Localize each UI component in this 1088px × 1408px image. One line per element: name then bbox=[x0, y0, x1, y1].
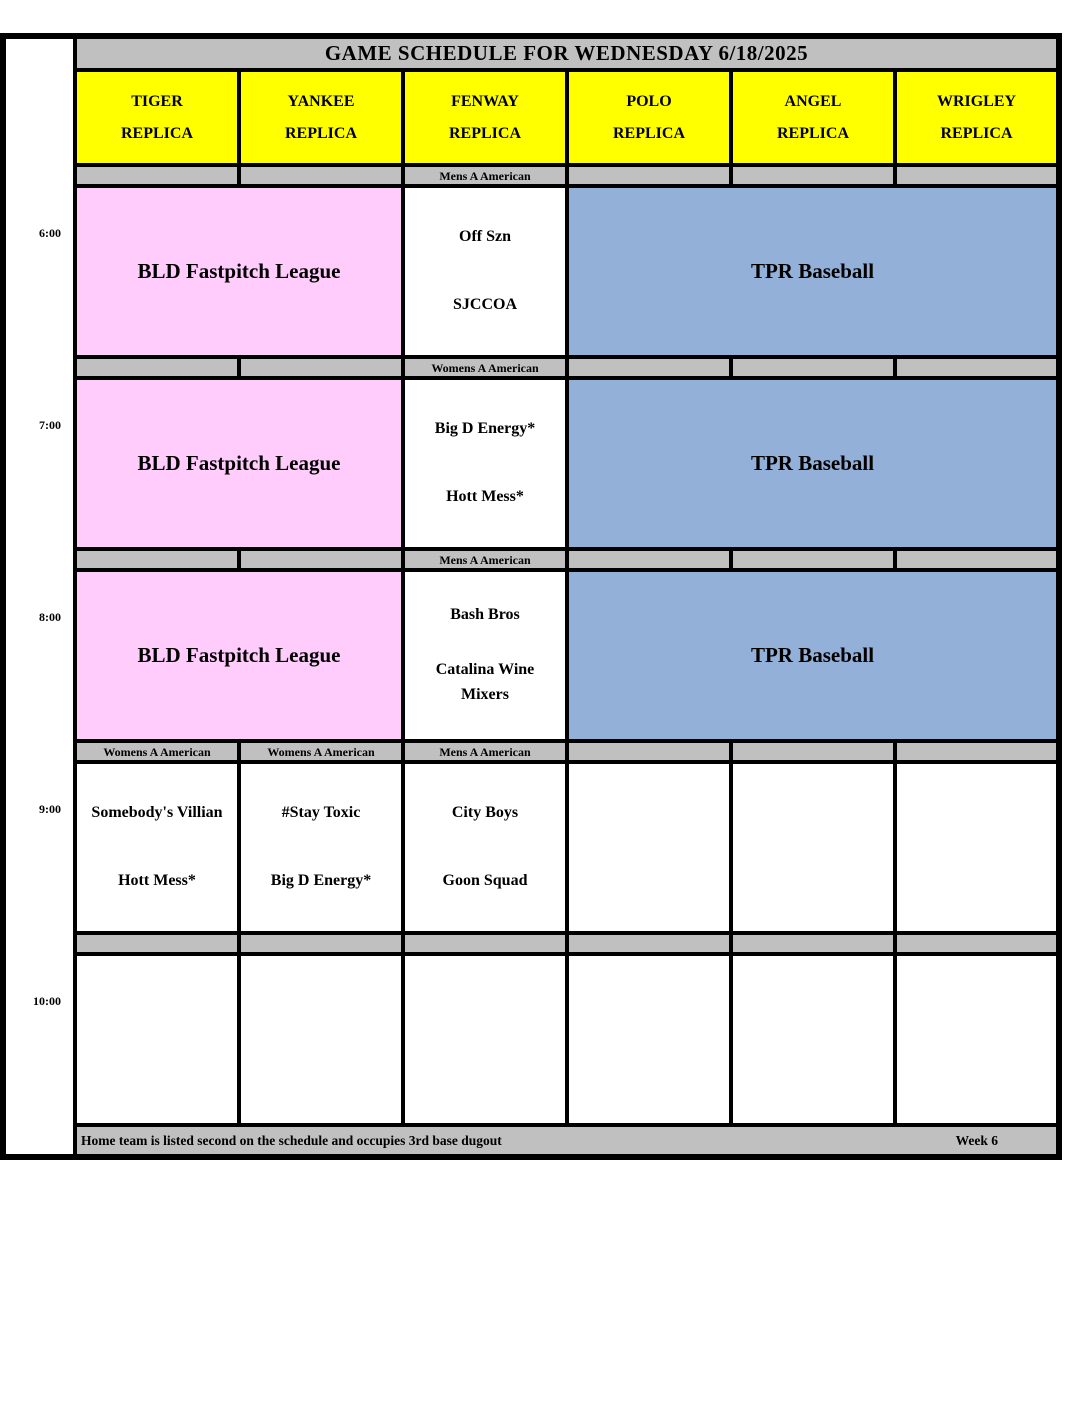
game-cell-polo-900-empty bbox=[567, 762, 731, 933]
league-bar bbox=[731, 549, 895, 570]
league-bar: Womens A American bbox=[403, 357, 567, 378]
league-bar bbox=[567, 357, 731, 378]
league-bar bbox=[239, 933, 403, 954]
game-cell-tiger-1000-empty bbox=[75, 954, 239, 1125]
game-cell-angel-1000-empty bbox=[731, 954, 895, 1125]
game-cell-wrigley-1000-empty bbox=[895, 954, 1059, 1125]
field-name: YANKEE bbox=[287, 92, 355, 110]
time-label-900: 9:00 bbox=[3, 762, 75, 933]
home-team: Goon Squad bbox=[442, 871, 528, 889]
field-type: REPLICA bbox=[612, 124, 685, 142]
league-bar bbox=[895, 165, 1059, 186]
league-bar bbox=[731, 741, 895, 762]
league-bar bbox=[895, 741, 1059, 762]
home-team-note: Home team is listed second on the schedule and occupies 3rd base dugout bbox=[81, 1132, 502, 1148]
league-bar: Mens A American bbox=[403, 549, 567, 570]
league-bar bbox=[239, 549, 403, 570]
away-team: Bash Bros bbox=[450, 606, 520, 624]
game-cell-wrigley-900-empty bbox=[895, 762, 1059, 933]
field-type: REPLICA bbox=[940, 124, 1013, 142]
field-header-wrigley bbox=[895, 70, 1059, 165]
gutter-spacer bbox=[3, 36, 75, 70]
league-bar bbox=[567, 933, 731, 954]
field-header-yankee bbox=[239, 70, 403, 165]
gutter-spacer bbox=[3, 1125, 75, 1157]
league-bar bbox=[567, 165, 731, 186]
league-bar bbox=[567, 549, 731, 570]
league-bar bbox=[731, 357, 895, 378]
field-header-polo bbox=[567, 70, 731, 165]
league-bar bbox=[895, 549, 1059, 570]
game-cell-fenway-800 bbox=[403, 570, 567, 741]
home-team: Hott Mess* bbox=[118, 871, 196, 889]
time-label-1000: 10:00 bbox=[3, 954, 75, 1125]
league-bar: Mens A American bbox=[403, 741, 567, 762]
game-cell-polo-1000-empty bbox=[567, 954, 731, 1125]
field-name: WRIGLEY bbox=[936, 92, 1017, 110]
league-bar bbox=[895, 357, 1059, 378]
game-cell-fenway-900 bbox=[403, 762, 567, 933]
game-cell-fenway-600 bbox=[403, 186, 567, 357]
game-cell-yankee-1000-empty bbox=[239, 954, 403, 1125]
away-team: Off Szn bbox=[459, 228, 511, 246]
gutter-spacer bbox=[3, 70, 75, 165]
league-bar: Mens A American bbox=[403, 165, 567, 186]
time-label-700: 7:00 bbox=[3, 378, 75, 549]
game-cell-fenway-1000-empty bbox=[403, 954, 567, 1125]
field-type: REPLICA bbox=[448, 124, 521, 142]
field-header-tiger bbox=[75, 70, 239, 165]
footer-bar bbox=[75, 1125, 1059, 1157]
block-bld-fastpitch-800: BLD Fastpitch League bbox=[75, 570, 403, 741]
field-name: ANGEL bbox=[784, 92, 842, 110]
league-bar bbox=[239, 357, 403, 378]
home-team: Big D Energy* bbox=[270, 871, 372, 889]
gutter-spacer bbox=[3, 165, 75, 186]
gutter-spacer bbox=[3, 933, 75, 954]
league-bar: Womens A American bbox=[239, 741, 403, 762]
league-bar bbox=[239, 165, 403, 186]
game-cell-angel-900-empty bbox=[731, 762, 895, 933]
home-team: Catalina Wine Mixers bbox=[435, 661, 535, 704]
league-bar bbox=[895, 933, 1059, 954]
field-type: REPLICA bbox=[776, 124, 849, 142]
field-header-angel bbox=[731, 70, 895, 165]
field-header-fenway bbox=[403, 70, 567, 165]
field-name: TIGER bbox=[131, 92, 183, 110]
league-bar bbox=[731, 933, 895, 954]
away-team: Big D Energy* bbox=[434, 420, 536, 438]
game-cell-tiger-900 bbox=[75, 762, 239, 933]
field-name: POLO bbox=[626, 92, 672, 110]
block-tpr-baseball-700: TPR Baseball bbox=[567, 378, 1059, 549]
league-bar bbox=[567, 741, 731, 762]
gutter-spacer bbox=[3, 549, 75, 570]
block-bld-fastpitch-600: BLD Fastpitch League bbox=[75, 186, 403, 357]
week-label: Week 6 bbox=[955, 1132, 998, 1148]
home-team: Hott Mess* bbox=[446, 487, 524, 505]
field-type: REPLICA bbox=[120, 124, 193, 142]
league-bar: Womens A American bbox=[75, 741, 239, 762]
league-bar bbox=[75, 549, 239, 570]
gutter-spacer bbox=[3, 357, 75, 378]
away-team: City Boys bbox=[451, 804, 519, 822]
block-tpr-baseball-600: TPR Baseball bbox=[567, 186, 1059, 357]
game-cell-fenway-700 bbox=[403, 378, 567, 549]
league-bar bbox=[75, 933, 239, 954]
away-team: #Stay Toxic bbox=[281, 804, 361, 822]
game-cell-yankee-900 bbox=[239, 762, 403, 933]
field-type: REPLICA bbox=[284, 124, 357, 142]
schedule-title: GAME SCHEDULE FOR WEDNESDAY 6/18/2025 bbox=[75, 36, 1059, 70]
gutter-spacer bbox=[3, 741, 75, 762]
block-tpr-baseball-800: TPR Baseball bbox=[567, 570, 1059, 741]
league-bar bbox=[403, 933, 567, 954]
league-bar bbox=[75, 165, 239, 186]
field-name: FENWAY bbox=[451, 92, 519, 110]
schedule-table bbox=[0, 33, 1062, 1160]
away-team: Somebody's Villian bbox=[91, 804, 223, 822]
time-label-600: 6:00 bbox=[3, 186, 75, 357]
home-team: SJCCOA bbox=[452, 295, 517, 313]
block-bld-fastpitch-700: BLD Fastpitch League bbox=[75, 378, 403, 549]
league-bar bbox=[75, 357, 239, 378]
league-bar bbox=[731, 165, 895, 186]
time-label-800: 8:00 bbox=[3, 570, 75, 741]
